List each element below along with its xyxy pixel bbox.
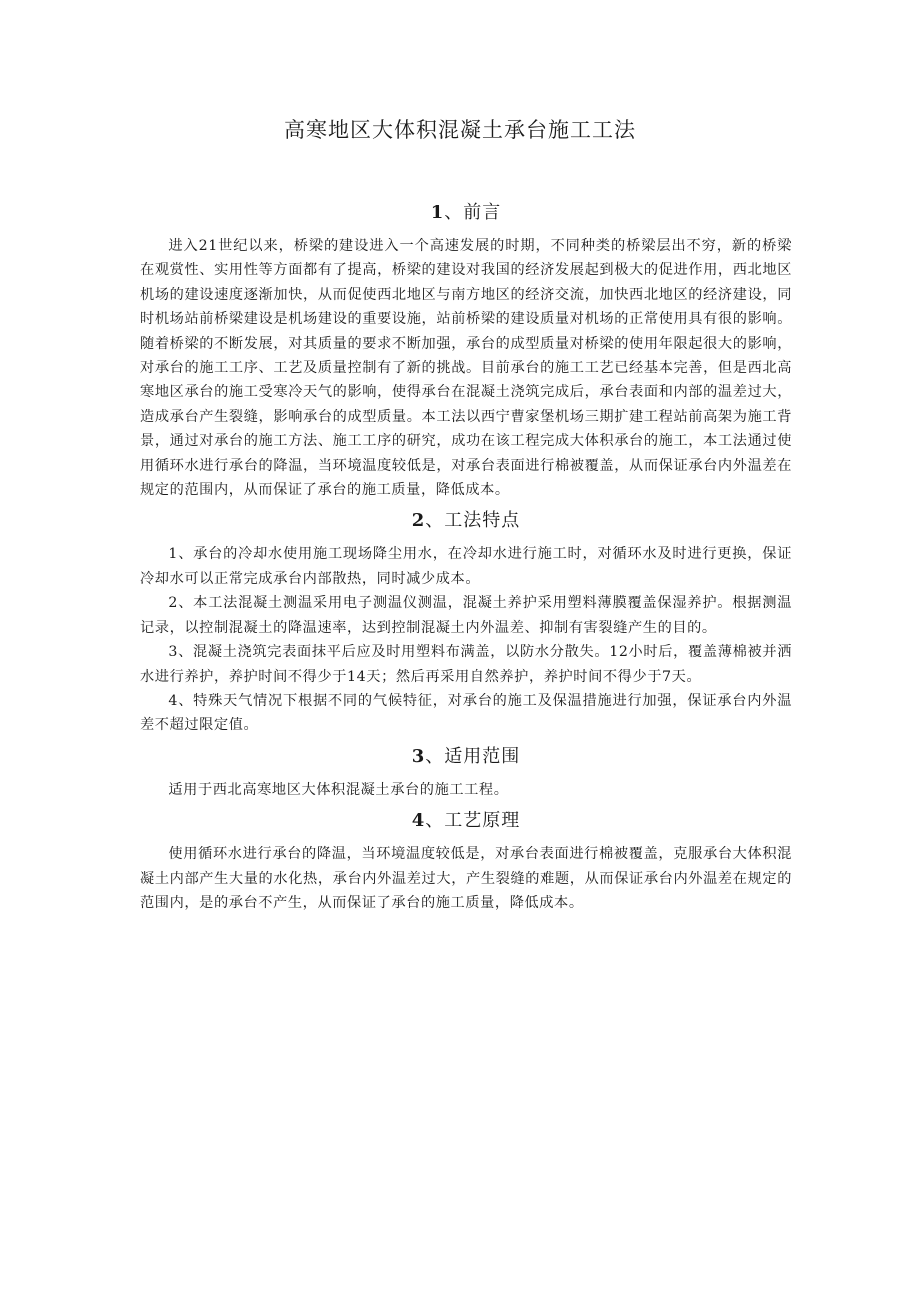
section-scope [140, 744, 792, 802]
section-number: 1 [430, 202, 445, 223]
section-heading [140, 508, 792, 534]
section-preface [140, 200, 792, 502]
section-features [140, 508, 792, 737]
section-heading [140, 200, 792, 226]
paragraph: 4、特殊天气情况下根据不同的气候特征，对承台的施工及保温措施进行加强，保证承台内外温差不超过限定值。 [140, 692, 792, 734]
paragraph: 3、混凝土浇筑完表面抹平后应及时用塑料布满盖，以防水分散失。12小时后，覆盖薄棉被并洒水进行养护，养护时间不得少于14天；然后再采用自然养护，养护时间不得少于7天。 [140, 644, 792, 685]
section-title: 、前言 [444, 202, 502, 223]
section-title: 、工艺原理 [425, 810, 521, 832]
paragraph: 2、本工法混凝土测温采用电子测温仪测温，混凝土养护采用塑料薄膜覆盖保湿养护。根据测温记录，以控制混凝土的降温速率，达到控制混凝土内外温差、抑制有害裂缝产生的目的。 [140, 595, 792, 636]
section-heading [140, 808, 792, 834]
section-number: 4 [411, 810, 426, 832]
paragraph: 使用循环水进行承台的降温，当环境温度较低是，对承台表面进行棉被覆盖，克服承台大体积混凝土内部产生大量的水化热，承台内外温差过大，产生裂缝的难题，从而保证承台内外温差在规定的范围内，是的承台不产生，从而保证了承台的施工质量，降低成本。 [140, 846, 792, 911]
section-title: 、工法特点 [425, 510, 521, 532]
section-principle [140, 808, 792, 915]
paragraph: 1、承台的冷却水使用施工现场降尘用水，在冷却水进行施工时，对循环水及时进行更换，保证冷却水可以正常完成承台内部散热，同时减少成本。 [140, 546, 792, 587]
document-body [140, 200, 792, 921]
document-title: 高寒地区大体积混凝土承台施工工法 [284, 118, 636, 142]
section-title: 、适用范围 [425, 745, 521, 767]
paragraph: 适用于西北高寒地区大体积混凝土承台的施工工程。 [168, 781, 509, 798]
section-number: 2 [411, 510, 426, 532]
section-heading [140, 744, 792, 770]
section-number: 3 [411, 745, 426, 767]
paragraph: 进入21世纪以来，桥梁的建设进入一个高速发展的时期，不同种类的桥梁层出不穷，新的桥梁在观赏性、实用性等方面都有了提高，桥梁的建设对我国的经济发展起到极大的促进作用，西北地区机场的建设速度逐渐加快，从而促使西北地区与南方地区的经济交流，加快西北地区的经济建设，同时机场站前桥梁建设是机场建设的重要设施，站前桥梁的建设质量对机场的正常使用具有很的影响。随着桥梁的不断发展，对其质量的要求不断加强，承台的成型质量对桥梁的使用年限起很大的影响，对承台的施工工序、工艺及质量控制有了新的挑战。目前承台的施工工艺已经基本完善，但是西北高寒地区承台的施工受寒冷天气的影响，使得承台在混凝土浇筑完成后，承台表面和内部的温差过大，造成承台产生裂缝，影响承台的成型质量。本工法以西宁曹家堡机场三期扩建工程站前高架为施工背景，通过对承台的施工方法、施工工序的研究，成功在该工程完成大体积承台的施工，本工法通过使用循环水进行承台的降温，当环境温度较低是，对承台表面进行棉被覆盖，从而保证承台内外温差在规定的范围内，从而保证了承台的施工质量，降低成本。 [140, 238, 792, 499]
